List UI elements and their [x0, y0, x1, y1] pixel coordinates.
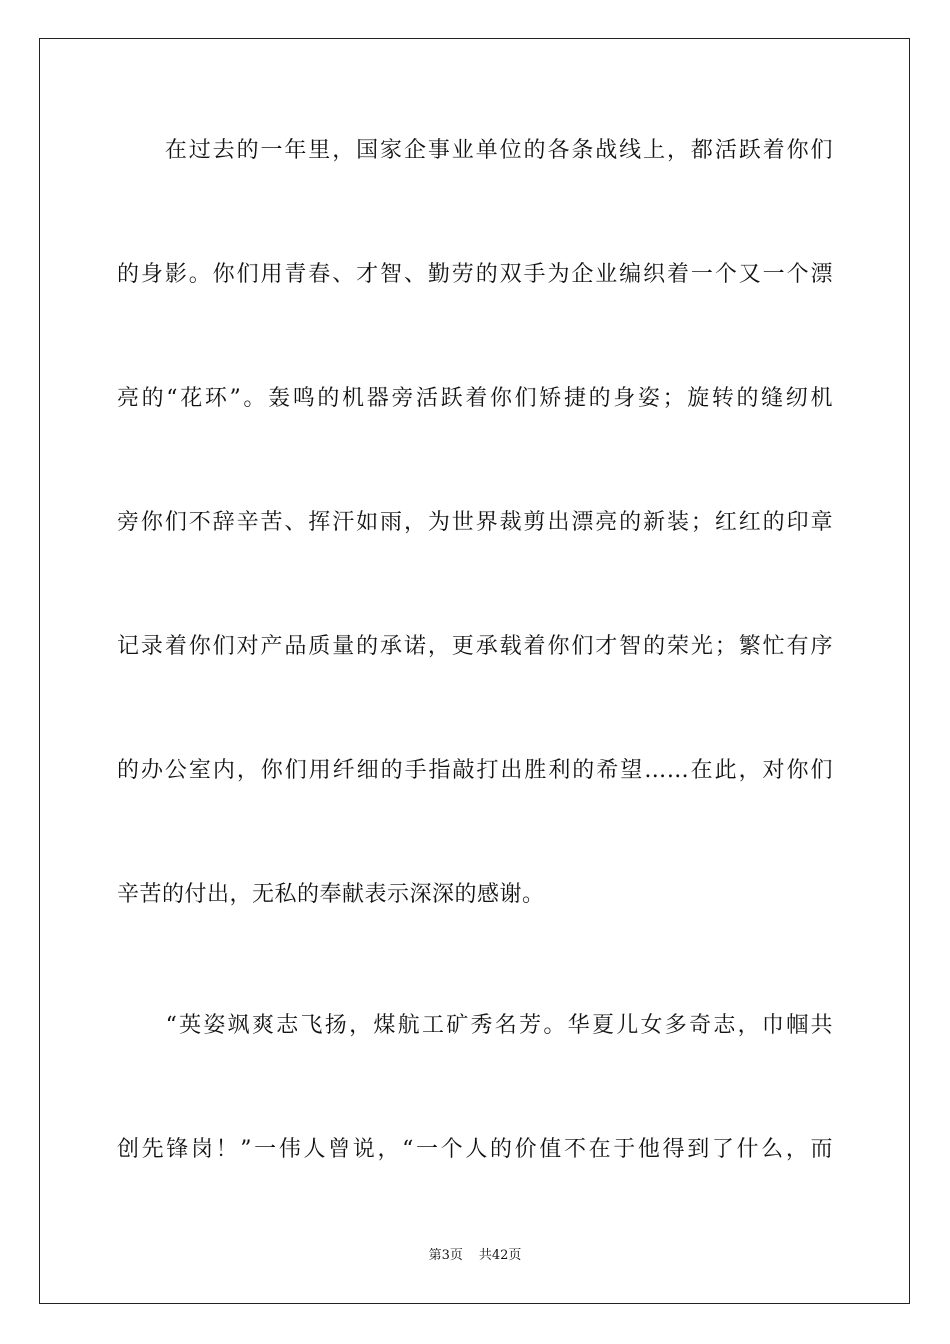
- paragraph-line: 旁你们不辞辛苦、挥汗如雨，为世界裁剪出漂亮的新装；红红的印章: [117, 510, 833, 535]
- paragraph-line: 的身影。你们用青春、才智、勤劳的双手为企业编织着一个又一个漂: [117, 262, 833, 287]
- page-border: [39, 38, 910, 1304]
- paragraph-line: “英姿飒爽志飞扬，煤航工矿秀名芳。华夏儿女多奇志，巾帼共: [117, 1013, 833, 1038]
- paragraph-line: 辛苦的付出，无私的奉献表示深深的感谢。: [117, 882, 545, 907]
- paragraph-line: 在过去的一年里，国家企事业单位的各条战线上，都活跃着你们: [117, 138, 833, 163]
- paragraph-line: 创先锋岗！”一伟人曾说，“一个人的价值不在于他得到了什么，而: [117, 1137, 833, 1162]
- page-total: 共42页: [478, 1248, 522, 1263]
- paragraph-line: 的办公室内，你们用纤细的手指敲打出胜利的希望……在此，对你们: [117, 758, 833, 783]
- page-number: 第3页: [428, 1248, 463, 1263]
- paragraph-line: 亮的“花环”。轰鸣的机器旁活跃着你们矫捷的身姿；旋转的缝纫机: [117, 386, 833, 411]
- paragraph-line: 记录着你们对产品质量的承诺，更承载着你们才智的荣光；繁忙有序: [117, 634, 833, 659]
- page-footer: [0, 1247, 950, 1265]
